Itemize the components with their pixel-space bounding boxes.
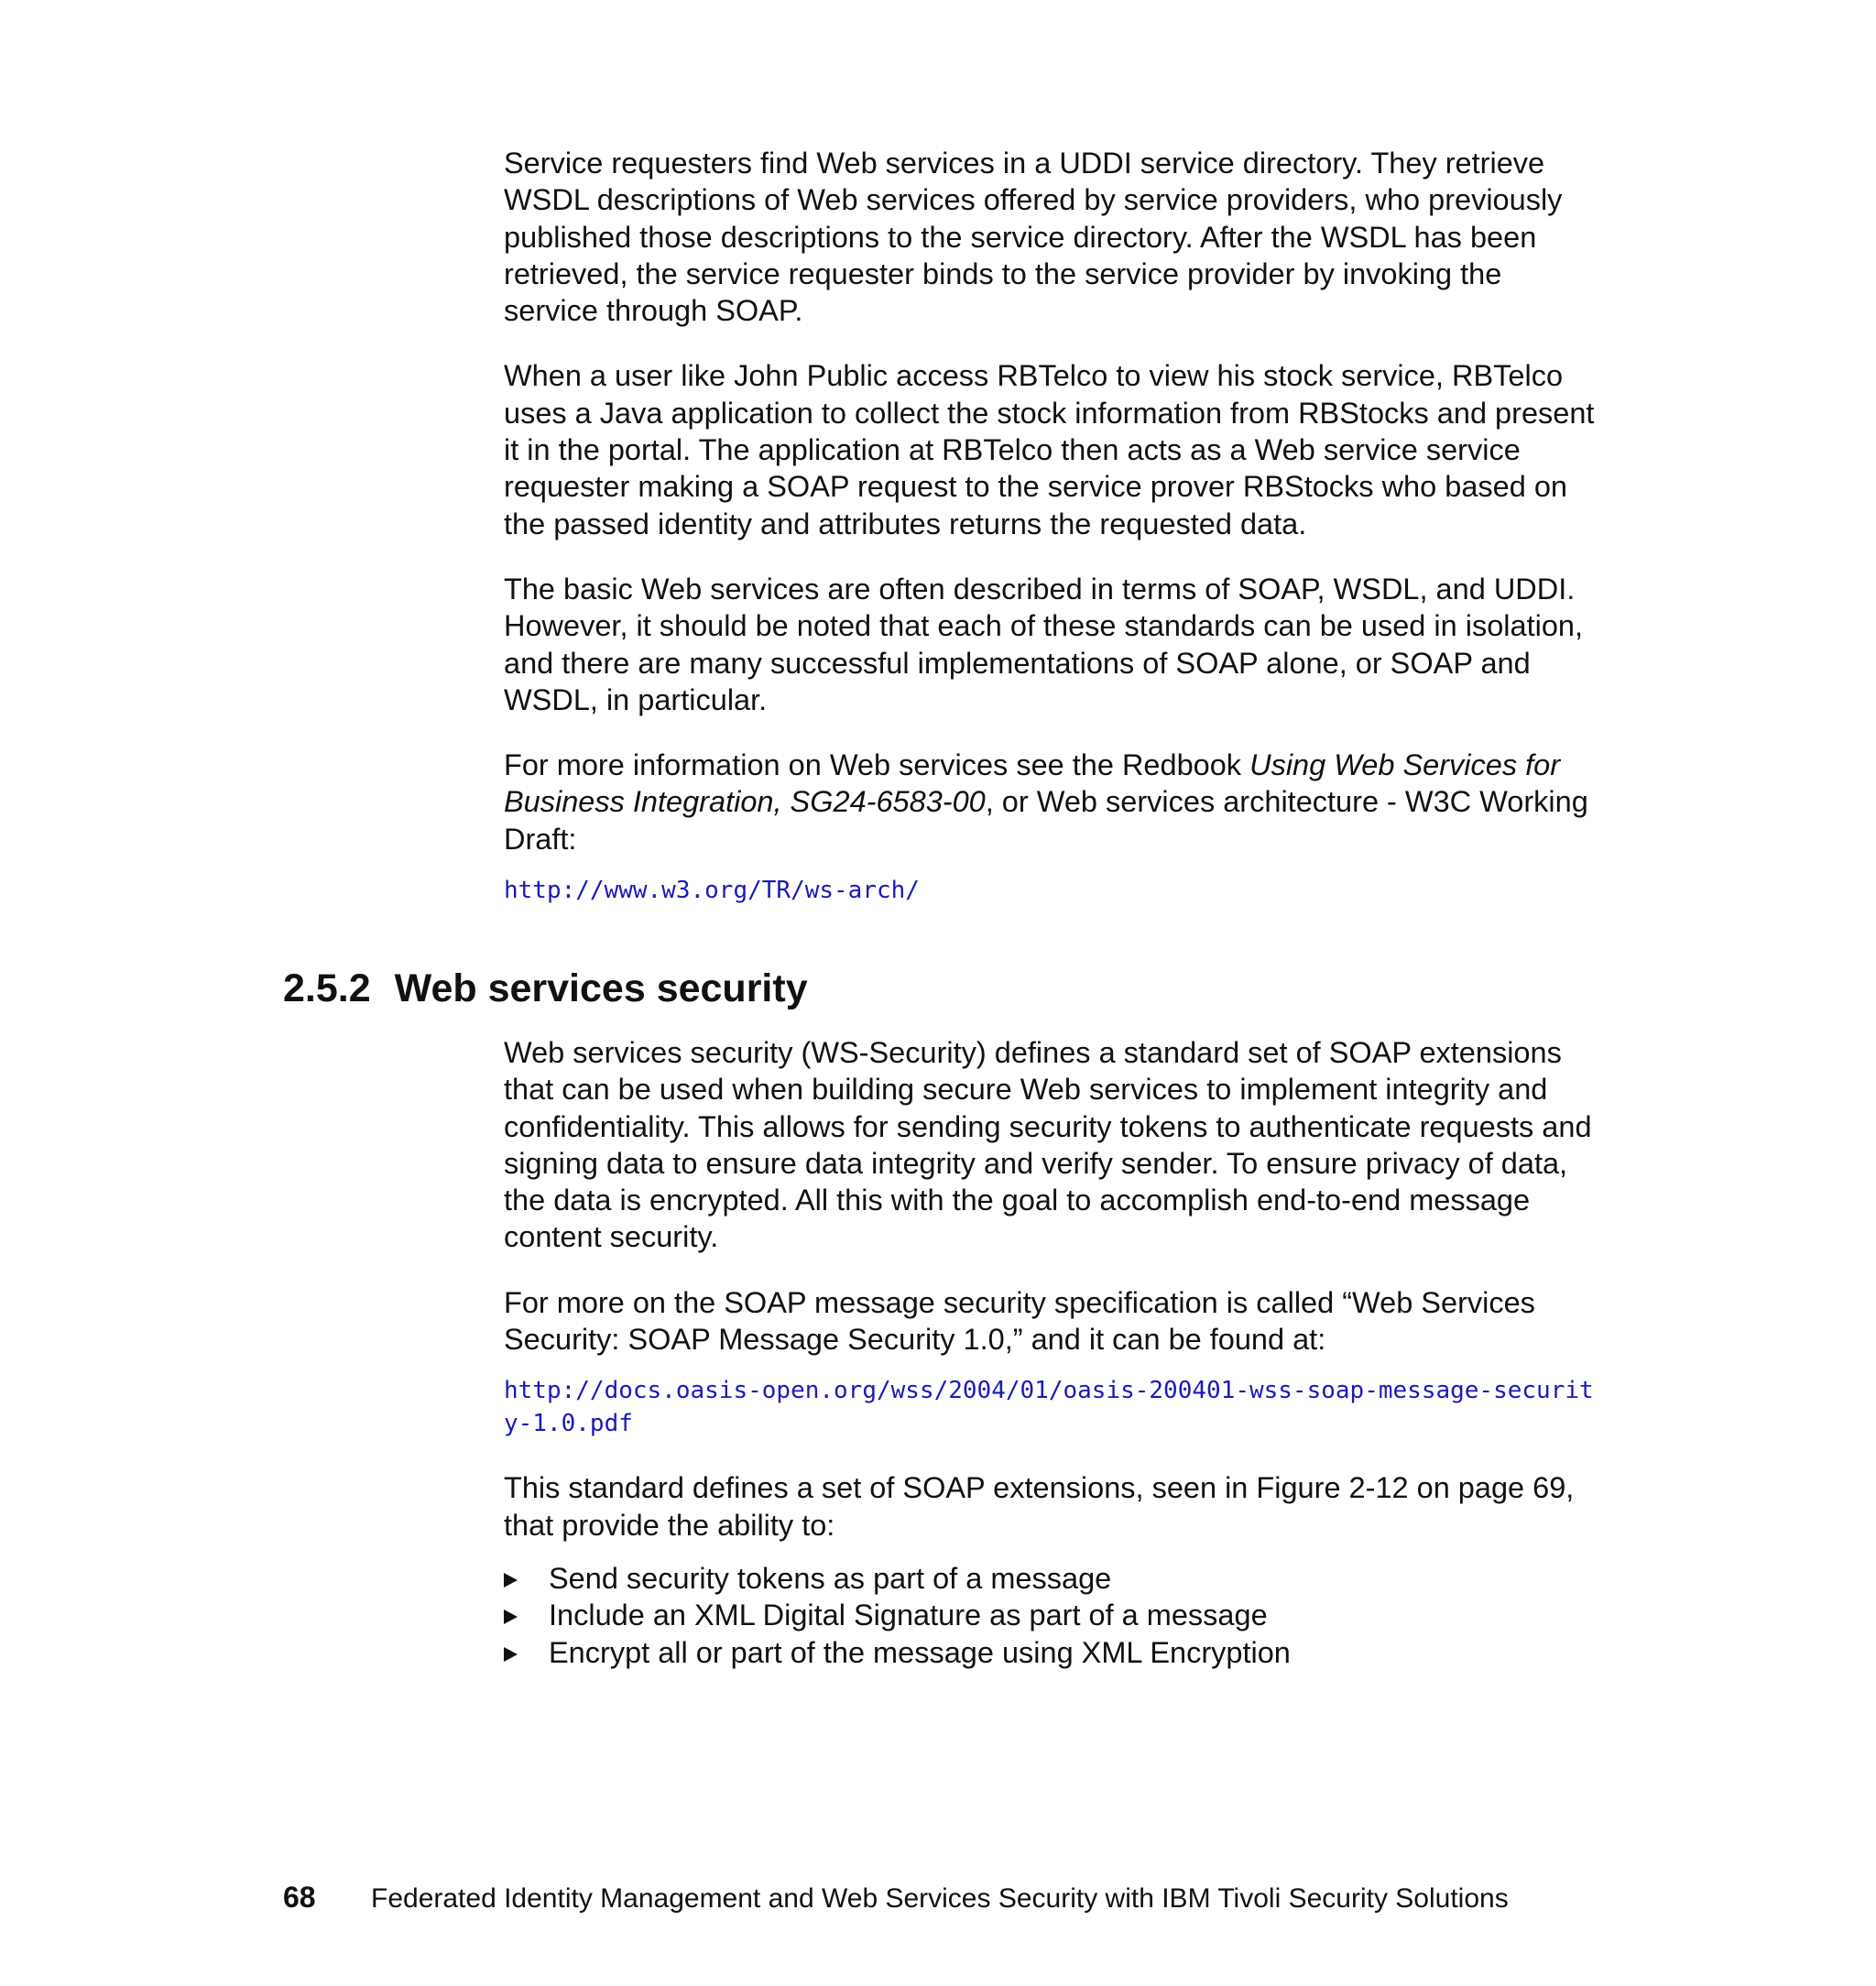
section-heading: [283, 965, 1657, 1012]
paragraph-uddi: Service requesters find Web services in a UDDI service directory. They retrieve WSDL descriptions of Web services offered by service providers, who previously published those descriptions to the service directory. After the WSDL has been retrieved, the service requester binds to the service provider by invoking the service through SOAP.: [504, 147, 1563, 328]
oasis-spec-link[interactable]: http://docs.oasis-open.org/wss/2004/01/oasis-200401-wss-soap-message-security-1.0.pdf: [504, 1377, 1594, 1438]
page-footer: [283, 1881, 1509, 1915]
ws-arch-link[interactable]: http://www.w3.org/TR/ws-arch/: [504, 877, 920, 905]
paragraph-more-info: [504, 747, 1603, 857]
paragraph-basic-web-services: The basic Web services are often described in terms of SOAP, WSDL, and UDDI. However, it should be noted that each of these standards can be used in isolation, and there are many successful implementations of SOAP alone, or SOAP and WSDL, in particular.: [504, 572, 1583, 716]
bullet-triangle-icon: [504, 1647, 518, 1662]
bullet-triangle-icon: [504, 1610, 518, 1624]
paragraph-ws-security: Web services security (WS-Security) defines a standard set of SOAP extensions that can be used when building secure Web services to implement integrity and confidentiality. This allows for sending security tokens to authenticate requests and signing data to ensure data integrity and verify sender. To ensure privacy of data, the data is encrypted. All this with the goal to accomplish end-to-end message content security.: [504, 1036, 1592, 1254]
more-info-text-after: , or Web services architecture - W3C Working Draft:: [504, 785, 1588, 856]
paragraph-rbtelco: When a user like John Public access RBTelco to view his stock service, RBTelco uses a Java application to collect the stock information from RBStocks and present it in the portal. The application at RBTelco then acts as a Web service service requester making a SOAP request to the service prover RBStocks who based on the passed identity and attributes returns the requested data.: [504, 359, 1595, 540]
section-number: 2.5.2: [283, 966, 371, 1010]
section-body-text: [504, 1034, 1603, 1671]
bullet-triangle-icon: [504, 1573, 518, 1588]
redbook-title: Using Web Services for Business Integration, SG24-6583-00: [504, 748, 1561, 819]
paragraph-soap-message-security: For more on the SOAP message security specification is called “Web Services Security: SOAP Message Security 1.0,” and it can be found at:: [504, 1285, 1535, 1357]
section-title: Web services security: [394, 966, 808, 1010]
top-body-text: [504, 145, 1603, 940]
paragraph-standard-defines: This standard defines a set of SOAP extensions, seen in Figure 2-12 on page 69, that provide the ability to:: [504, 1471, 1575, 1542]
page-number: 68: [283, 1881, 316, 1914]
list-item: Include an XML Digital Signature as part of a message: [504, 1597, 1603, 1633]
capability-list: [504, 1560, 1603, 1671]
list-item: Encrypt all or part of the message using XML Encryption: [504, 1634, 1603, 1671]
list-item: Send security tokens as part of a message: [504, 1560, 1603, 1597]
more-info-text-before: For more information on Web services see the Redbook: [504, 748, 1250, 782]
book-title: Federated Identity Management and Web Services Security with IBM Tivoli Security Solutions: [371, 1883, 1509, 1914]
